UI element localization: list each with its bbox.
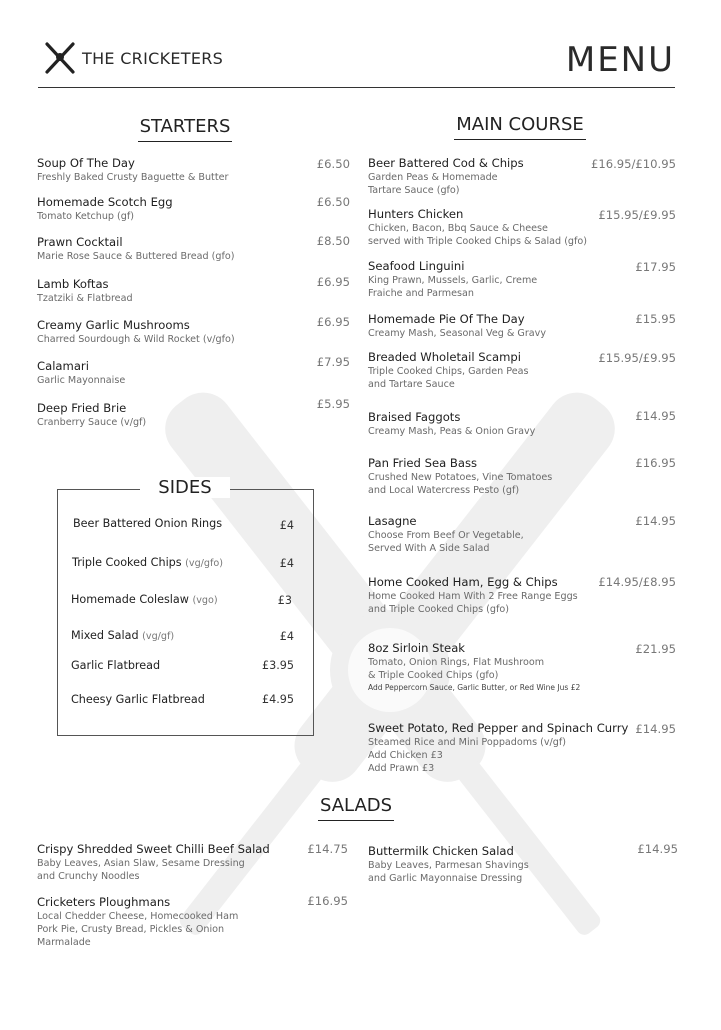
- side-item: Garlic Flatbread: [71, 659, 161, 672]
- main-item-note: Add Peppercorn Sauce, Garlic Butter, or Red Wine Jus £2: [368, 683, 581, 692]
- main-item: Braised Faggots Creamy Mash, Peas & Onion Gravy: [368, 410, 536, 437]
- main-course-heading: MAIN COURSE: [440, 114, 600, 135]
- page-title: MENU: [565, 40, 675, 80]
- starters-heading: STARTERS: [110, 116, 260, 137]
- starter-price: £6.95: [316, 315, 350, 329]
- starter-item: Calamari Garlic Mayonnaise: [37, 359, 126, 386]
- starter-price: £7.95: [316, 355, 350, 369]
- main-item: Breaded Wholetail Scampi Triple Cooked Chips, Garden Peas and Tartare Sauce: [368, 350, 529, 390]
- main-price: £16.95/£10.95: [590, 157, 676, 171]
- main-item: Lasagne Choose From Beef Or Vegetable, Served With A Side Salad: [368, 514, 524, 554]
- side-item: Mixed Salad (vg/gf): [71, 629, 175, 642]
- main-item: Hunters Chicken Chicken, Bacon, Bbq Sauce & Cheese served with Triple Cooked Chips & Salad (gfo): [368, 207, 588, 247]
- main-price: £14.95: [635, 722, 676, 736]
- side-item: Homemade Coleslaw (vgo): [71, 593, 218, 606]
- main-item: Homemade Pie Of The Day Creamy Mash, Seasonal Veg & Gravy: [368, 312, 547, 339]
- starter-item: Deep Fried Brie Cranberry Sauce (v/gf): [37, 401, 147, 428]
- side-item: Cheesy Garlic Flatbread: [71, 693, 205, 706]
- brand-name: THE CRICKETERS: [82, 49, 224, 68]
- side-price: £4: [279, 557, 294, 570]
- side-item: Beer Battered Onion Rings: [73, 517, 223, 530]
- salad-price: £14.75: [307, 842, 348, 856]
- starter-item: Homemade Scotch Egg Tomato Ketchup (gf): [37, 195, 173, 222]
- main-price: £17.95: [635, 260, 676, 274]
- salad-item: Buttermilk Chicken Salad Baby Leaves, Parmesan Shavings and Garlic Mayonnaise Dressing: [368, 844, 529, 884]
- starter-item: Creamy Garlic Mushrooms Charred Sourdough & Wild Rocket (v/gfo): [37, 318, 235, 345]
- starter-price: £5.95: [316, 397, 350, 411]
- header-divider: [38, 87, 675, 88]
- starter-item: Lamb Koftas Tzatziki & Flatbread: [37, 277, 133, 304]
- side-price: £4: [279, 630, 294, 643]
- main-item: Home Cooked Ham, Egg & Chips Home Cooked Ham With 2 Free Range Eggs and Triple Cooked Chips (gfo): [368, 575, 578, 615]
- starter-price: £6.50: [316, 195, 350, 209]
- main-item: Pan Fried Sea Bass Crushed New Potatoes, Vine Tomatoes and Local Watercress Pesto (gf): [368, 456, 553, 496]
- main-price: £21.95: [635, 642, 676, 656]
- main-price: £16.95: [635, 456, 676, 470]
- starter-price: £6.50: [316, 157, 350, 171]
- starter-item: Soup Of The Day Freshly Baked Crusty Baguette & Butter: [37, 156, 229, 183]
- main-price: £14.95: [635, 514, 676, 528]
- salad-price: £16.95: [307, 894, 348, 908]
- side-price: £3: [277, 594, 292, 607]
- starter-price: £6.95: [316, 275, 350, 289]
- salad-item: Cricketers Ploughmans Local Chedder Cheese, Homecooked Ham Pork Pie, Crusty Bread, Pickles & Onion Marmalade: [37, 895, 239, 948]
- crossed-bats-logo-icon: [42, 40, 78, 76]
- main-price: £15.95/£9.95: [598, 351, 676, 365]
- main-item: Beer Battered Cod & Chips Garden Peas & Homemade Tartare Sauce (gfo): [368, 156, 524, 196]
- main-item: 8oz Sirloin Steak Tomato, Onion Rings, Flat Mushroom & Triple Cooked Chips (gfo) Add Peppercorn Sauce, Garlic Butter, or Red Wine Jus £2: [368, 641, 581, 692]
- side-price: £3.95: [261, 659, 294, 672]
- side-item: Triple Cooked Chips (vg/gfo): [72, 556, 223, 569]
- main-price: £15.95/£9.95: [598, 208, 676, 222]
- salad-price: £14.95: [637, 842, 678, 856]
- main-price: £14.95/£8.95: [598, 575, 676, 589]
- salads-heading: SALADS: [300, 795, 412, 816]
- main-price: £15.95: [635, 312, 676, 326]
- main-item: Seafood Linguini King Prawn, Mussels, Garlic, Creme Fraiche and Parmesan: [368, 259, 538, 299]
- main-price: £14.95: [635, 409, 676, 423]
- starter-item: Prawn Cocktail Marie Rose Sauce & Buttered Bread (gfo): [37, 235, 235, 262]
- side-price: £4: [279, 519, 294, 532]
- salad-item: Crispy Shredded Sweet Chilli Beef Salad Baby Leaves, Asian Slaw, Sesame Dressing and Crunchy Noodles: [37, 842, 270, 882]
- main-item: Sweet Potato, Red Pepper and Spinach Curry Steamed Rice and Mini Poppadoms (v/gf) Add Chicken £3 Add Prawn £3: [368, 721, 629, 774]
- sides-heading: SIDES: [140, 477, 230, 498]
- side-price: £4.95: [261, 693, 294, 706]
- starter-price: £8.50: [316, 234, 350, 248]
